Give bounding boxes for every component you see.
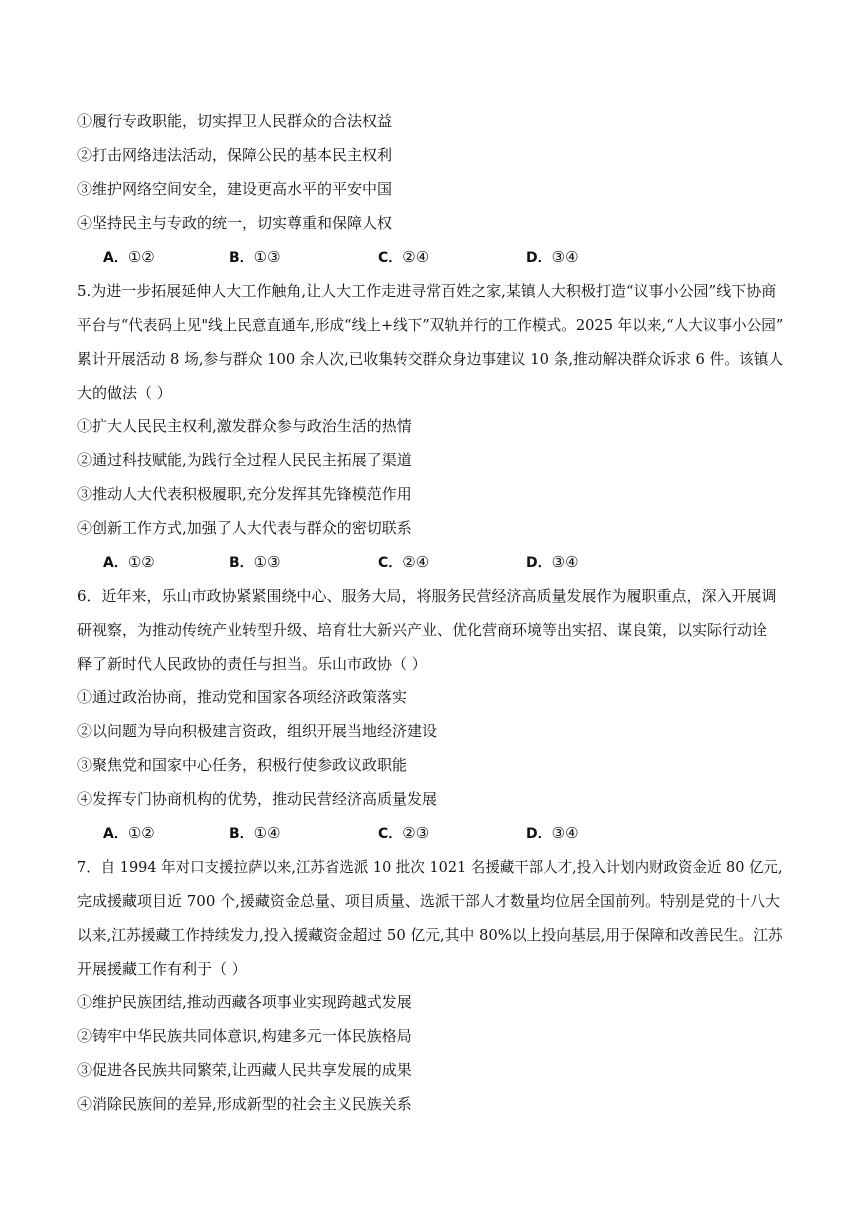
q7-statement-2: ②铸牢中华民族共同体意识,构建多元一体民族格局 (77, 1027, 412, 1045)
q5-stem-line-3: 累计开展活动 8 场,参与群众 100 余人次,已收集转交群众身边事建议 10 条,推动解决群众诉求 6 件。该镇人 (77, 350, 784, 368)
q6-options (103, 823, 703, 843)
q5-stem-line-1: 5.为进一步拓展延伸人大工作触角,让人大工作走进寻常百姓之家,某镇人大积极打造“议事小公园”线下协商 (77, 282, 777, 300)
q6-statement-1: ①通过政治协商，推动党和国家各项经济政策落实 (77, 688, 408, 706)
q7-statement-1: ①维护民族团结,推动西藏各项事业实现跨越式发展 (77, 993, 412, 1011)
q4-statement-3: ③维护网络空间安全，建设更高水平的平安中国 (77, 180, 393, 198)
q5-stem-line-4: 大的做法（ ） (77, 384, 172, 402)
q6-stem-line-1: 6．近年来，乐山市政协紧紧围绕中心、服务大局，将服务民营经济高质量发展作为履职重点，深入开展调 (77, 587, 777, 605)
q6-statement-3: ③聚焦党和国家中心任务，积极行使参政议政职能 (77, 756, 408, 774)
q7-stem-line-4: 开展援藏工作有利于（ ） (77, 960, 247, 978)
q7-stem-line-2: 完成援藏项目近 700 个,援藏资金总量、项目质量、选派干部人才数量均位居全国前列。特别是党的十八大 (77, 892, 780, 910)
q4-statement-4: ④坚持民主与专政的统一，切实尊重和保障人权 (77, 214, 393, 232)
q6-option-b: B．①④ (229, 824, 281, 842)
q7-statement-3: ③促进各民族共同繁荣,让西藏人民共享发展的成果 (77, 1061, 412, 1079)
q5-options (103, 552, 703, 572)
q6-option-d: D．③④ (526, 824, 579, 842)
q5-statement-2: ②通过科技赋能,为践行全过程人民民主拓展了渠道 (77, 451, 412, 469)
q6-option-c: C．②③ (378, 824, 430, 842)
q4-statement-2: ②打击网络违法活动，保障公民的基本民主权利 (77, 146, 393, 164)
q5-option-c: C．②④ (378, 553, 430, 571)
q4-statement-1: ①履行专政职能，切实捍卫人民群众的合法权益 (77, 112, 393, 130)
q5-statement-3: ③推动人大代表积极履职,充分发挥其先锋模范作用 (77, 485, 412, 503)
q5-stem-line-2: 平台与“代表码上见"线上民意直通车,形成“线上+线下”双轨并行的工作模式。2025 年以来,“人大议事小公园” (77, 316, 784, 334)
q5-statement-1: ①扩大人民民主权利,激发群众参与政治生活的热情 (77, 417, 412, 435)
q5-option-b: B．①③ (229, 553, 281, 571)
q4-option-b: B．①③ (229, 248, 281, 266)
q6-option-a: A．①② (103, 824, 155, 842)
q6-statement-2: ②以问题为导向积极建言资政，组织开展当地经济建设 (77, 722, 438, 740)
q4-option-a: A．①② (103, 248, 155, 266)
q4-option-c: C．②④ (378, 248, 430, 266)
q6-statement-4: ④发挥专门协商机构的优势，推动民营经济高质量发展 (77, 790, 438, 808)
q4-option-d: D．③④ (526, 248, 579, 266)
q6-stem-line-2: 研视察，为推动传统产业转型升级、培育壮大新兴产业、优化营商环境等出实招、谋良策，以实际行动诠 (77, 621, 768, 639)
q7-statement-4: ④消除民族间的差异,形成新型的社会主义民族关系 (77, 1095, 412, 1113)
q5-option-d: D．③④ (526, 553, 579, 571)
q5-statement-4: ④创新工作方式,加强了人大代表与群众的密切联系 (77, 519, 412, 537)
q6-stem-line-3: 释了新时代人民政协的责任与担当。乐山市政协（ ） (77, 655, 427, 673)
q4-options (103, 247, 703, 267)
q7-stem-line-1: 7．自 1994 年对口支援拉萨以来,江苏省选派 10 批次 1021 名援藏干部人才,投入计划内财政资金近 80 亿元, (77, 858, 783, 876)
q7-stem-line-3: 以来,江苏援藏工作持续发力,投入援藏资金超过 50 亿元,其中 80%以上投向基层,用于保障和改善民生。江苏 (77, 926, 783, 944)
q5-option-a: A．①② (103, 553, 155, 571)
